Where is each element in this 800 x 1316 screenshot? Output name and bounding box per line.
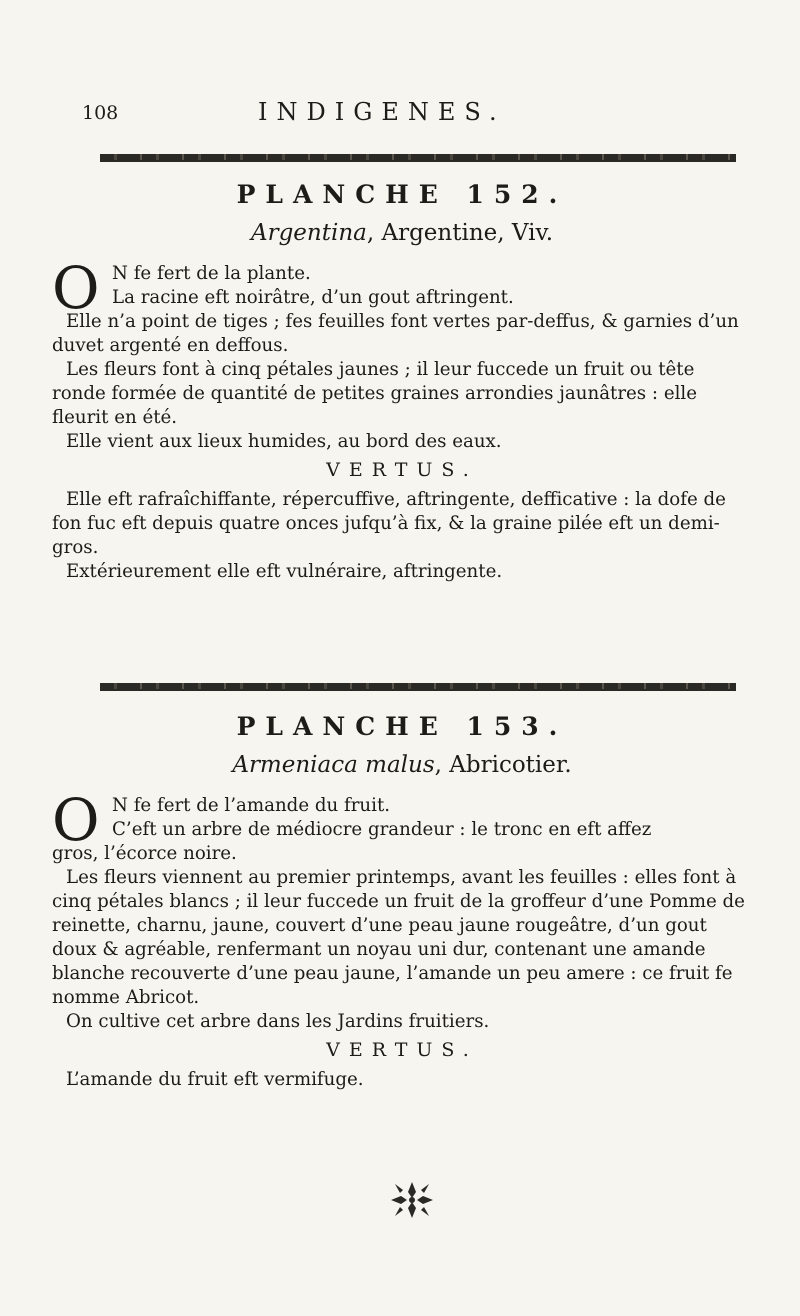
paragraph: Elle vient aux lieux humides, au bord des eaux. [66,431,502,452]
latin-name: Armeniaca malus [232,752,435,778]
page-number: 108 [82,102,119,124]
running-title: INDIGENES. [258,98,506,126]
plate-section-153 [52,712,752,1092]
paragraph: Les fleurs viennent au premier printemps, avant les feuilles : elles font à cinq pétales blancs ; il leur fuccede un fruit de la groffeur d’une Pomme de reinette, charnu, jaune, couvert d’une peau jaune rougeâtre, d’un gout doux & agréable, renfermant un noyau uni dur, contenant une amande blanche recouverte d’une peau jaune, l’amande un peu amere : ce fruit fe nomme Abricot. [52,867,745,1008]
text-line: N fe fert de la plante. [112,263,311,284]
latin-name: Argentina [250,220,367,246]
plate-title: PLANCHE 152. [236,180,568,209]
plate-body [52,254,752,584]
paragraph: L’amande du fruit eft vermifuge. [66,1069,364,1090]
common-name: , Abricotier. [434,752,572,778]
paragraph: Elle n’a point de tiges ; fes feuilles font vertes par-deffus, & garnies d’un duvet argenté en deffous. [52,311,739,356]
paragraph: Extérieurement elle eft vulnéraire, aftringente. [66,561,503,582]
plate-subtitle [52,752,752,786]
plate-title: PLANCHE 153. [236,712,568,741]
text-line: C’eft un arbre de médiocre grandeur : le tronc en eft affez [112,819,652,840]
fleuron-ornament-icon [387,1178,437,1222]
plate-section-152 [52,180,752,584]
ornamental-rule [100,683,736,691]
opening-paragraph [52,254,752,322]
drop-cap: O [52,786,100,854]
text-line: N fe fert de l’amande du fruit. [112,795,391,816]
paragraph: Les fleurs font à cinq pétales jaunes ; il leur fuccede un fruit ou tête ronde formée de quantité de petites graines arrondies jaunâtres : elle fleurit en été. [52,359,697,428]
common-name: , Argentine, Viv. [366,220,554,246]
ornamental-rule [100,154,736,162]
paragraph: On cultive cet arbre dans les Jardins fruitiers. [66,1011,490,1032]
running-head [0,98,800,128]
drop-cap: O [52,254,100,322]
paragraph: gros, l’écorce noire. [52,843,237,864]
virtues-heading: VERTUS. [326,1039,478,1061]
plate-subtitle [52,220,752,254]
paragraph: Elle eft rafraîchiffante, répercuffive, aftringente, defficative : la dofe de fon fuc eft depuis quatre onces jufqu’à fix, & la graine pilée eft un demi-gros. [52,489,726,558]
text-line: La racine eft noirâtre, d’un gout aftringent. [112,287,514,308]
plate-body [52,786,752,1092]
virtues-heading: VERTUS. [326,459,478,481]
